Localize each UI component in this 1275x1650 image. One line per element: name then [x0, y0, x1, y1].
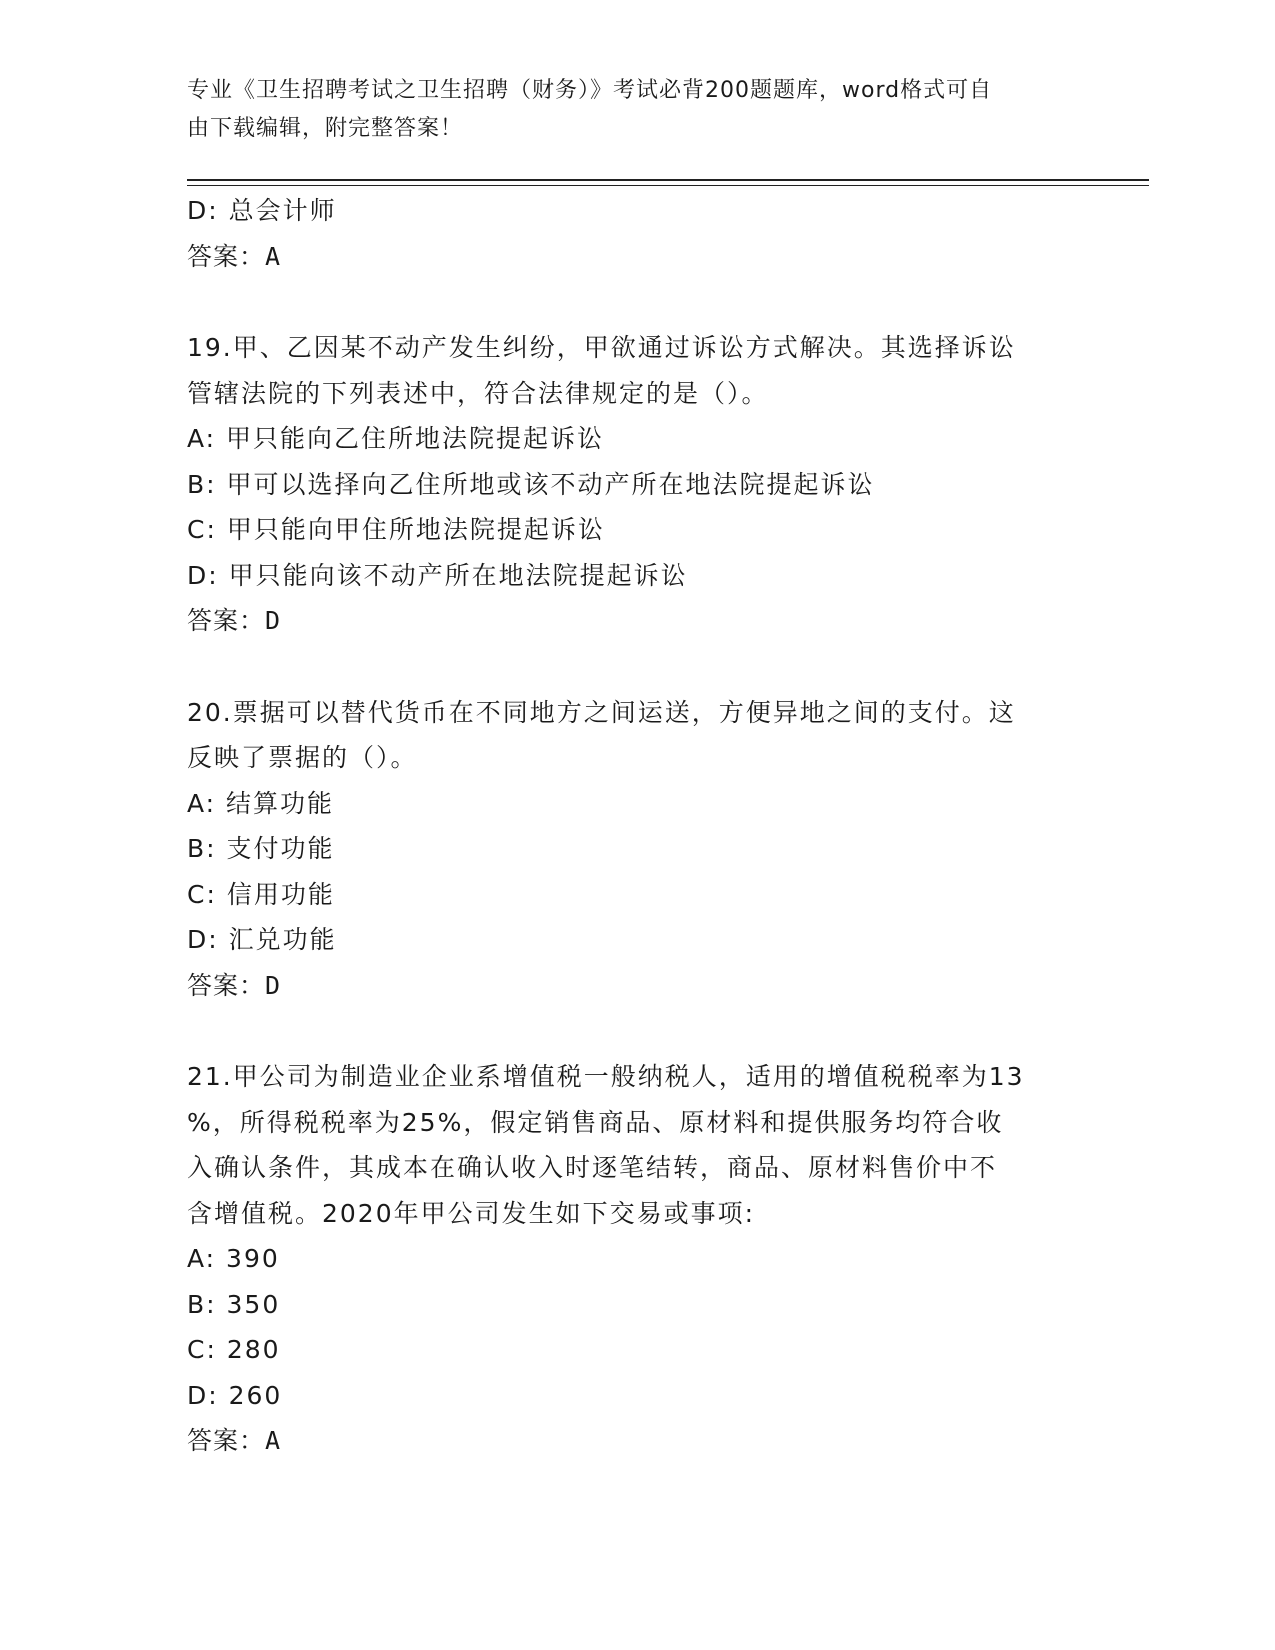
header-line-1: 专业《卫生招聘考试之卫生招聘（财务）》考试必背200题题库，word格式可自 [187, 78, 993, 103]
option-c: C: 信用功能 [187, 879, 335, 909]
answer-line: 答案：D [187, 606, 282, 635]
spacer [187, 279, 1087, 325]
question-text-line: 反映了票据的（）。 [187, 743, 418, 772]
option-b: B: 350 [187, 1289, 281, 1319]
question-text-line: 21.甲公司为制造业企业系增值税一般纳税人，适用的增值税税率为13 [187, 1062, 1025, 1091]
option-b: B: 支付功能 [187, 834, 335, 863]
header-divider-thin [187, 185, 1149, 186]
answer-line: 答案：A [187, 1426, 282, 1455]
document-header [187, 72, 1067, 148]
question-text-line: 管辖法院的下列表述中，符合法律规定的是（）。 [187, 378, 769, 408]
option-d: D: 260 [187, 1380, 283, 1410]
option-a: A: 甲只能向乙住所地法院提起诉讼 [187, 424, 605, 453]
option-c: C: 甲只能向甲住所地法院提起诉讼 [187, 515, 605, 544]
question-21 [187, 1054, 1087, 1464]
question-20 [187, 690, 1087, 1009]
answer-line: 答案：D [187, 970, 282, 1000]
question-text-line: 20.票据可以替代货币在不同地方之间运送，方便异地之间的支付。这 [187, 697, 1016, 727]
question-text-line: 入确认条件，其成本在确认收入时逐笔结转，商品、原材料售价中不 [187, 1153, 998, 1182]
option-b: B: 甲可以选择向乙住所地或该不动产所在地法院提起诉讼 [187, 469, 875, 499]
previous-question-tail [187, 188, 1087, 279]
option-a: A: 结算功能 [187, 788, 335, 818]
spacer [187, 1008, 1087, 1054]
question-19 [187, 325, 1087, 644]
question-content [187, 188, 1087, 1464]
header-divider-thick [187, 179, 1149, 181]
option-d: D: 汇兑功能 [187, 925, 337, 954]
question-text-line: %，所得税税率为25%，假定销售商品、原材料和提供服务均符合收 [187, 1107, 1004, 1137]
option-d: D: 甲只能向该不动产所在地法院提起诉讼 [187, 560, 688, 590]
answer-line: 答案：A [187, 241, 282, 271]
question-text-line: 含增值税。2020年甲公司发生如下交易或事项: [187, 1198, 756, 1228]
option-d: D: 总会计师 [187, 196, 337, 225]
option-c: C: 280 [187, 1335, 281, 1364]
question-text-line: 19.甲、乙因某不动产发生纠纷，甲欲通过诉讼方式解决。其选择诉讼 [187, 333, 1016, 362]
option-a: A: 390 [187, 1244, 280, 1273]
header-line-2: 由下载编辑，附完整答案！ [187, 116, 464, 141]
spacer [187, 644, 1087, 690]
